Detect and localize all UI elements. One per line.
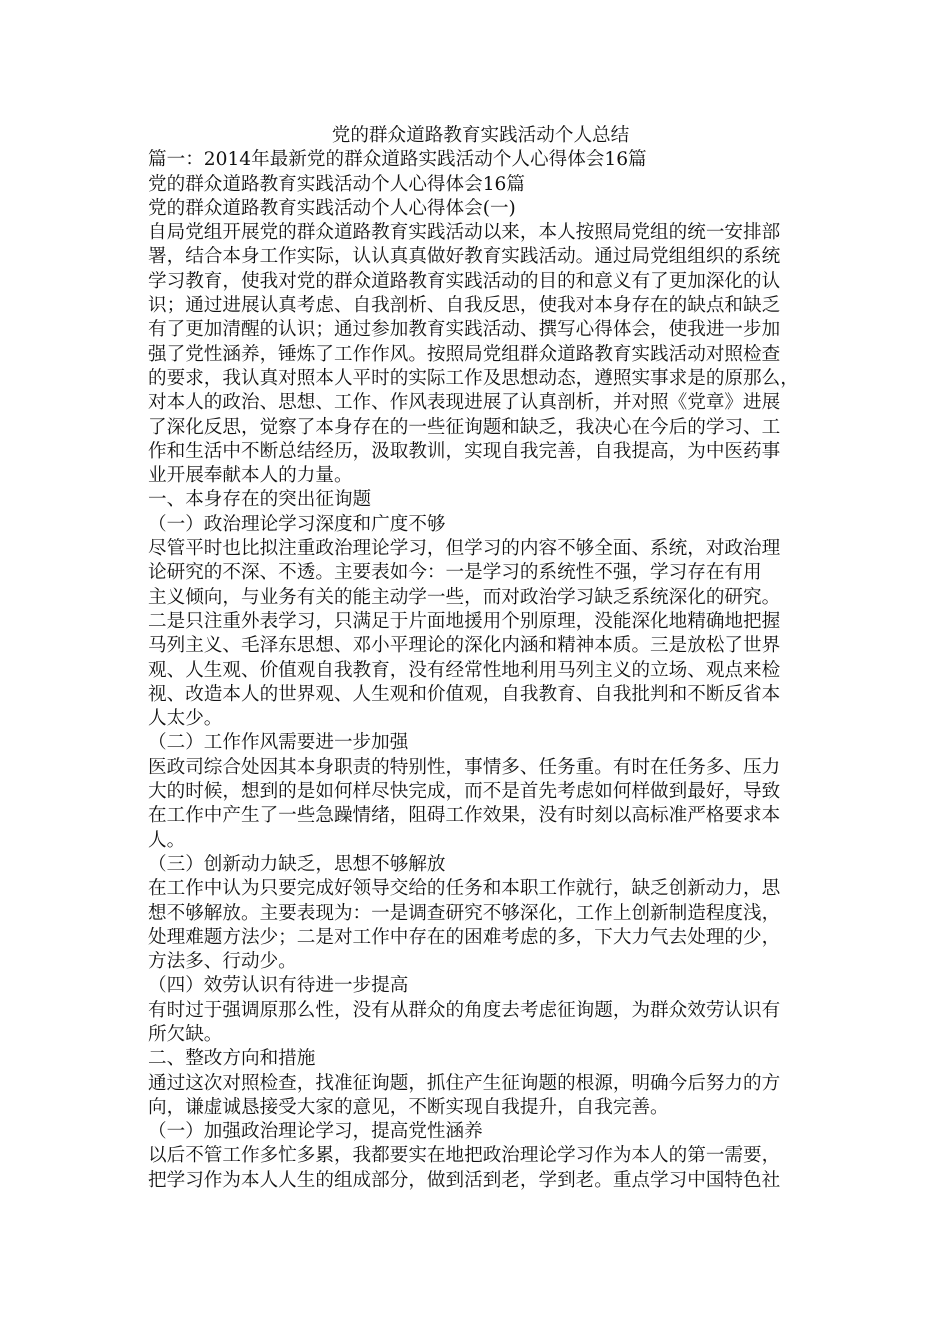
section-subheading: （一）政治理论学习深度和广度不够 bbox=[148, 513, 446, 535]
document-page bbox=[148, 124, 813, 1193]
paragraph-line: 的要求，我认真对照本人平时的实际工作及思想动态，遵照实事求是的原那么， bbox=[148, 367, 799, 389]
paragraph-line: 识；通过进展认真考虑、自我剖析、自我反思，使我对本身存在的缺点和缺乏 bbox=[148, 295, 781, 317]
document-title: 党的群众道路教育实践活动个人总结 bbox=[331, 125, 630, 146]
section-heading: 一、本身存在的突出征询题 bbox=[148, 489, 372, 511]
paragraph-line: 尽管平时也比拟注重政治理论学习，但学习的内容不够全面、系统，对政治理 bbox=[148, 538, 781, 560]
section-heading: 党的群众道路教育实践活动个人心得体会(一) bbox=[148, 197, 516, 219]
paragraph-line: 想不够解放。主要表现为：一是调查研究不够深化，工作上创新制造程度浅， bbox=[148, 902, 781, 924]
paragraph-line: 视、改造本人的世界观、人生观和价值观，自我教育、自我批判和不断反省本 bbox=[148, 683, 781, 705]
paragraph-line: 所欠缺。 bbox=[148, 1023, 223, 1045]
paragraph-line: 向，谦虚诚恳接受大家的意见，不断实现自我提升，自我完善。 bbox=[148, 1096, 669, 1118]
paragraph-line: 自局党组开展党的群众道路教育实践活动以来，本人按照局党组的统一安排部 bbox=[148, 222, 781, 244]
paragraph-line: 有时过于强调原那么性，没有从群众的角度去考虑征询题，为群众效劳认识有 bbox=[148, 999, 781, 1021]
document-body bbox=[148, 148, 813, 1193]
paragraph-line: 人。 bbox=[148, 829, 186, 851]
paragraph-line: 有了更加清醒的认识；通过参加教育实践活动、撰写心得体会，使我进一步加 bbox=[148, 319, 781, 341]
paragraph-line: 对本人的政治、思想、工作、作风表现进展了认真剖析，并对照《党章》进展 bbox=[148, 392, 781, 414]
paragraph-line: 业开展奉献本人的力量。 bbox=[148, 465, 353, 487]
section-subheading: （二）工作作风需要进一步加强 bbox=[148, 732, 409, 754]
paragraph-line: 方法多、行动少。 bbox=[148, 951, 297, 973]
section-subheading: （三）创新动力缺乏，思想不够解放 bbox=[148, 853, 446, 875]
paragraph-line: 观、人生观、价值观自我教育，没有经常性地利用马列主义的立场、观点来检 bbox=[148, 659, 781, 681]
paragraph-line: 论研究的不深、不透。主要表如今：一是学习的系统性不强，学习存在有用 bbox=[148, 562, 762, 584]
paragraph-line: 了深化反思，觉察了本身存在的一些征询题和缺乏，我决心在今后的学习、工 bbox=[148, 416, 781, 438]
paragraph-line: 马列主义、毛泽东思想、邓小平理论的深化内涵和精神本质。三是放松了世界 bbox=[148, 635, 781, 657]
section-subheading: （一）加强政治理论学习，提高党性涵养 bbox=[148, 1121, 483, 1143]
paragraph-line: 学习教育，使我对党的群众道路教育实践活动的目的和意义有了更加深化的认 bbox=[148, 270, 781, 292]
paragraph-line: 在工作中产生了一些急躁情绪，阻碍工作效果，没有时刻以高标准严格要求本 bbox=[148, 805, 781, 827]
paragraph-line: 把学习作为本人人生的组成部分，做到活到老，学到老。重点学习中国特色社 bbox=[148, 1169, 781, 1191]
section-heading: 二、整改方向和措施 bbox=[148, 1048, 316, 1070]
paragraph-line: 处理难题方法少；二是对工作中存在的困难考虑的多，下大力气去处理的少， bbox=[148, 926, 781, 948]
paragraph-line: 大的时候，想到的是如何样尽快完成，而不是首先考虑如何样做到最好，导致 bbox=[148, 781, 781, 803]
section-heading: 篇一：2014年最新党的群众道路实践活动个人心得体会16篇 bbox=[148, 149, 647, 171]
section-heading: 党的群众道路教育实践活动个人心得体会16篇 bbox=[148, 173, 525, 195]
paragraph-line: 在工作中认为只要完成好领导交给的任务和本职工作就行，缺乏创新动力，思 bbox=[148, 878, 781, 900]
section-subheading: （四）效劳认识有待进一步提高 bbox=[148, 975, 409, 997]
paragraph-line: 作和生活中不断总结经历，汲取教训，实现自我完善，自我提高，为中医药事 bbox=[148, 440, 781, 462]
paragraph-line: 二是只注重外表学习，只满足于片面地援用个别原理，没能深化地精确地把握 bbox=[148, 610, 781, 632]
paragraph-line: 通过这次对照检查，找准征询题，抓住产生征询题的根源，明确今后努力的方 bbox=[148, 1072, 781, 1094]
paragraph-line: 署，结合本身工作实际，认认真真做好教育实践活动。通过局党组组织的系统 bbox=[148, 246, 781, 268]
paragraph-line: 强了党性涵养，锤炼了工作作风。按照局党组群众道路教育实践活动对照检查 bbox=[148, 343, 781, 365]
paragraph-line: 主义倾向，与业务有关的能主动学一些，而对政治学习缺乏系统深化的研究。 bbox=[148, 586, 781, 608]
paragraph-line: 医政司综合处因其本身职责的特别性，事情多、任务重。有时在任务多、压力 bbox=[148, 756, 781, 778]
paragraph-line: 人太少。 bbox=[148, 708, 223, 730]
paragraph-line: 以后不管工作多忙多累，我都要实在地把政治理论学习作为本人的第一需要， bbox=[148, 1145, 781, 1167]
